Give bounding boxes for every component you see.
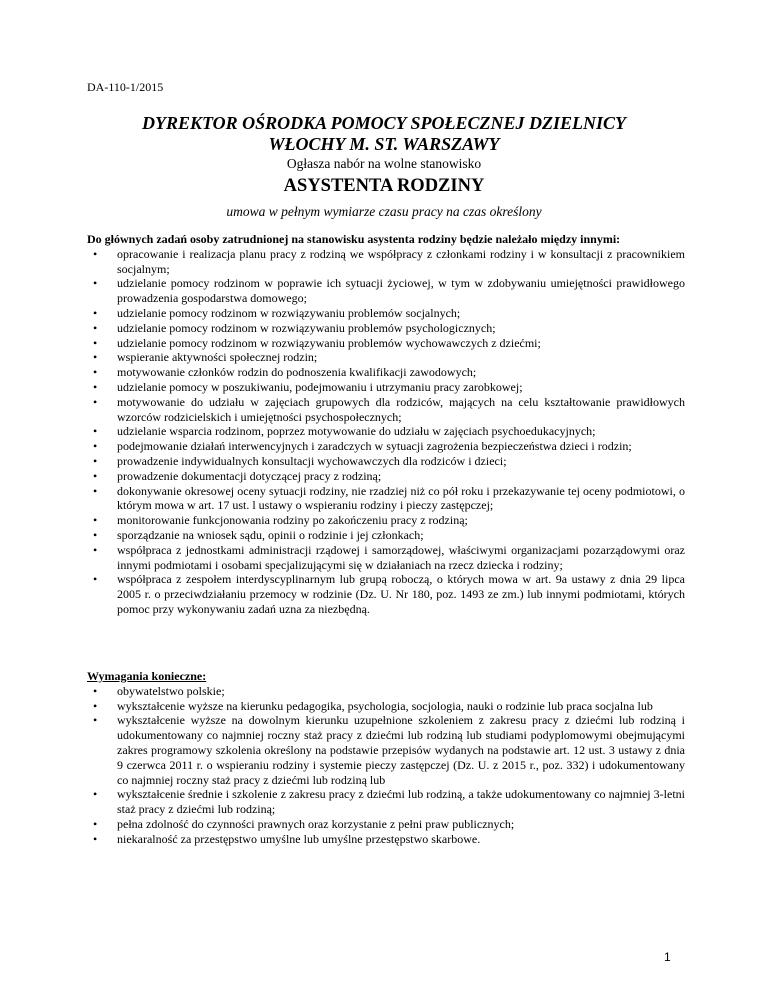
title-line-1: DYREKTOR OŚRODKA POMOCY SPOŁECZNEJ DZIELNICY bbox=[141, 113, 627, 133]
list-item: • motywowanie członków rodzin do podnoszenia kwalifikacji zawodowych; bbox=[87, 365, 685, 380]
list-item: • wspieranie aktywności społecznej rodzin; bbox=[87, 350, 685, 365]
list-item: • współpraca z zespołem interdyscyplinarnym lub grupą roboczą, o których mowa w art. 9a ustawy z dnia 29 lipca 2005 r. o przeciwdziałaniu przemocy w rodzinie (Dz. U. Nr 180, poz. 1493 ze zm.) lub innymi podmiotami, których pomoc przy wykonywaniu zadań uzna za niezbędną. bbox=[87, 572, 685, 616]
list-item: • podejmowanie działań interwencyjnych i zaradczych w sytuacji zagrożenia bezpieczeństwa dzieci i rodzin; bbox=[87, 439, 685, 454]
list-item: • opracowanie i realizacja planu pracy z rodziną we współpracy z członkami rodziny i w konsultacji z pracownikiem socjalnym; bbox=[87, 247, 685, 277]
list-item: • niekaralność za przestępstwo umyślne lub umyślne przestępstwo skarbowe. bbox=[87, 832, 685, 847]
list-item: • prowadzenie dokumentacji dotyczącej pracy z rodziną; bbox=[87, 469, 685, 484]
duties-section bbox=[87, 232, 685, 617]
list-item: • dokonywanie okresowej oceny sytuacji rodziny, nie rzadziej niż co pół roku i przekazywanie tej oceny podmiotowi, o którym mowa w art. 17 ust. l ustawy o wspieraniu rodziny i pieczy zastępczej; bbox=[87, 484, 685, 514]
list-item: • wykształcenie średnie i szkolenie z zakresu pracy z dziećmi lub rodziną, a także udokumentowany co najmniej 3-letni staż pracy z dziećmi lub rodziną; bbox=[87, 787, 685, 817]
contract-type: umowa w pełnym wymiarze czasu pracy na czas określony bbox=[226, 204, 542, 219]
reference-number: DA-110-1/2015 bbox=[87, 80, 164, 94]
list-item: • udzielanie wsparcia rodzinom, poprzez motywowanie do udziału w zajęciach psychoedukacyjnych; bbox=[87, 424, 685, 439]
list-item: • udzielanie pomocy rodzinom w poprawie ich sytuacji życiowej, w tym w zdobywaniu umiejętności prawidłowego prowadzenia gospodarstwa domowego; bbox=[87, 276, 685, 306]
list-item: • współpraca z jednostkami administracji rządowej i samorządowej, właściwymi organizacjami pozarządowymi oraz innymi podmiotami i osobami specjalizującymi się w działaniach na rzecz dziecka i rodziny; bbox=[87, 543, 685, 573]
list-item: • prowadzenie indywidualnych konsultacji wychowawczych dla rodziców i dzieci; bbox=[87, 454, 685, 469]
list-item: • udzielanie pomocy w poszukiwaniu, podejmowaniu i utrzymaniu pracy zarobkowej; bbox=[87, 380, 685, 395]
requirements-heading: Wymagania konieczne: bbox=[87, 669, 207, 683]
list-item: • udzielanie pomocy rodzinom w rozwiązywaniu problemów wychowawczych z dziećmi; bbox=[87, 336, 685, 351]
list-item: • motywowanie do udziału w zajęciach grupowych dla rodziców, mających na celu kształtowanie prawidłowych wzorców rodzicielskich i umiejętności psychospołecznych; bbox=[87, 395, 685, 425]
requirements-list bbox=[87, 684, 685, 847]
duties-heading: Do głównych zadań osoby zatrudnionej na stanowisku asystenta rodziny będzie należało między innymi: bbox=[87, 232, 621, 246]
title-line-2: WŁOCHY M. ST. WARSZAWY bbox=[268, 134, 500, 154]
list-item: • udzielanie pomocy rodzinom w rozwiązywaniu problemów psychologicznych; bbox=[87, 321, 685, 336]
page-number: 1 bbox=[664, 950, 671, 964]
list-item: • pełna zdolność do czynności prawnych oraz korzystanie z pełni praw publicznych; bbox=[87, 817, 685, 832]
list-item: • sporządzanie na wniosek sądu, opinii o rodzinie i jej członkach; bbox=[87, 528, 685, 543]
list-item: • wykształcenie wyższe na kierunku pedagogika, psychologia, socjologia, nauki o rodzinie lub praca socjalna lub bbox=[87, 699, 685, 714]
list-item: • monitorowanie funkcjonowania rodziny po zakończeniu pracy z rodziną; bbox=[87, 513, 685, 528]
list-item: • wykształcenie wyższe na dowolnym kierunku uzupełnione szkoleniem z zakresu pracy z dziećmi lub rodziną i udokumentowany co najmniej roczny staż pracy z dziećmi lub rodziną lub studiami podyplomowymi obejmującymi zakres programowy szkolenia określony na podstawie przepisów wydanych na podstawie art. 12 ust. 3 ustawy z dnia 9 czerwca 2011 r. o wspieraniu rodziny i systemie pieczy zastępczej (Dz. U. z 2015 r., poz. 332) i udokumentowany co najmniej roczny staż pracy z dziećmi lub rodziną lub bbox=[87, 713, 685, 787]
position-title: ASYSTENTA RODZINY bbox=[283, 176, 485, 196]
requirements-section bbox=[87, 669, 685, 847]
list-item: • obywatelstwo polskie; bbox=[87, 684, 685, 699]
list-item: • udzielanie pomocy rodzinom w rozwiązywaniu problemów socjalnych; bbox=[87, 306, 685, 321]
announcement: Ogłasza nabór na wolne stanowisko bbox=[286, 156, 482, 171]
duties-list bbox=[87, 247, 685, 617]
